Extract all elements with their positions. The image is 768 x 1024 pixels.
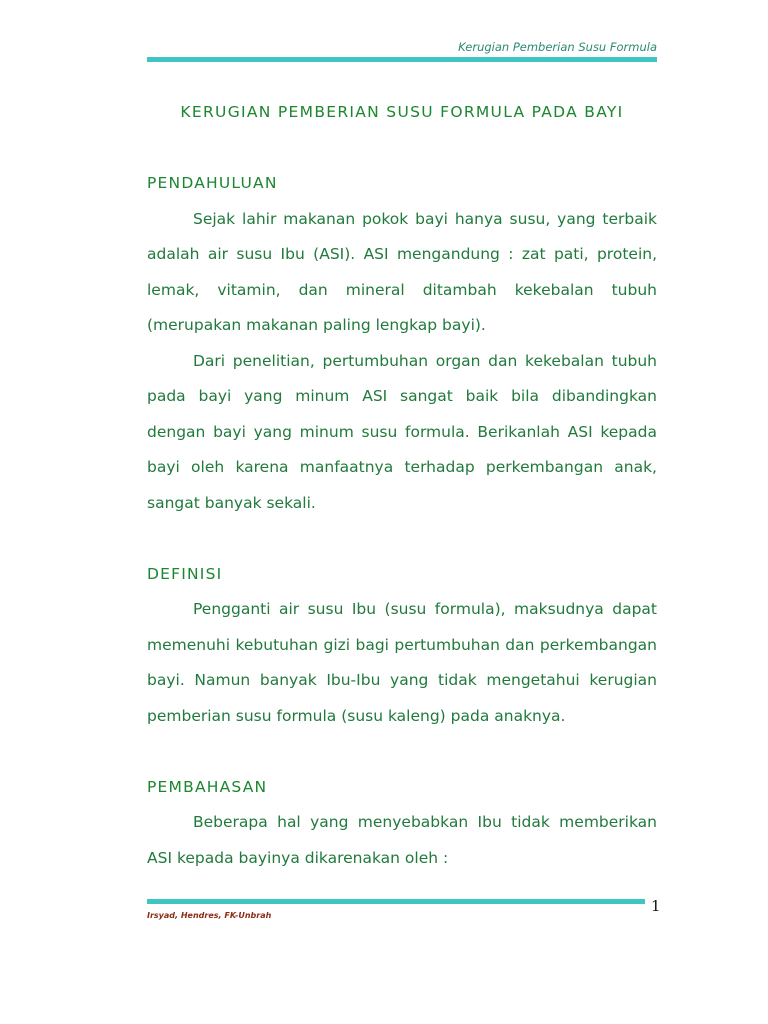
paragraph: [147, 592, 657, 734]
text-line: Beberapa hal yang menyebabkan Ibu tidak memberikan: [193, 813, 657, 831]
text-line: adalah air susu Ibu (ASI). ASI mengandung : zat pati, protein,: [147, 245, 657, 263]
text-line: bayi oleh karena manfaatnya terhadap perkembangan anak,: [147, 458, 657, 476]
paragraph: [147, 202, 657, 344]
text-line: Pengganti air susu Ibu (susu formula), maksudnya dapat: [193, 600, 657, 618]
footer-authors: Irsyad, Hendres, FK-Unbrah: [147, 911, 272, 920]
text-line: pada bayi yang minum ASI sangat baik bila dibandingkan: [147, 387, 657, 405]
text-line: sangat banyak sekali.: [147, 493, 316, 512]
text-line: Sejak lahir makanan pokok bayi hanya susu, yang terbaik: [193, 209, 657, 228]
text-line: (merupakan makanan paling lengkap bayi).: [147, 316, 486, 334]
text-line: dengan bayi yang minum susu formula. Berikanlah ASI kepada: [147, 422, 657, 441]
text-line: bayi. Namun banyak Ibu-Ibu yang tidak mengetahui kerugian: [147, 671, 657, 689]
running-header-title: Kerugian Pemberian Susu Formula: [458, 40, 657, 54]
document-title: KERUGIAN PEMBERIAN SUSU FORMULA PADA BAYI: [180, 103, 624, 121]
page-content: [147, 95, 657, 876]
footer-rule: [147, 899, 645, 904]
text-line: pemberian susu formula (susu kaleng) pada anaknya.: [147, 706, 566, 725]
paragraph: [147, 344, 657, 522]
header-rule: [147, 57, 657, 62]
section-heading-pendahuluan: PENDAHULUAN: [147, 174, 278, 192]
text-line: lemak, vitamin, dan mineral ditambah kekebalan tubuh: [147, 280, 657, 299]
paragraph: [147, 805, 657, 876]
text-line: memenuhi kebutuhan gizi bagi pertumbuhan dan perkembangan: [147, 635, 657, 654]
text-line: Dari penelitian, pertumbuhan organ dan kekebalan tubuh: [193, 351, 657, 370]
page-number: 1: [651, 897, 661, 915]
text-line: ASI kepada bayinya dikarenakan oleh :: [147, 848, 449, 867]
section-heading-pembahasan: PEMBAHASAN: [147, 777, 268, 796]
section-heading-definisi: DEFINISI: [147, 564, 223, 583]
